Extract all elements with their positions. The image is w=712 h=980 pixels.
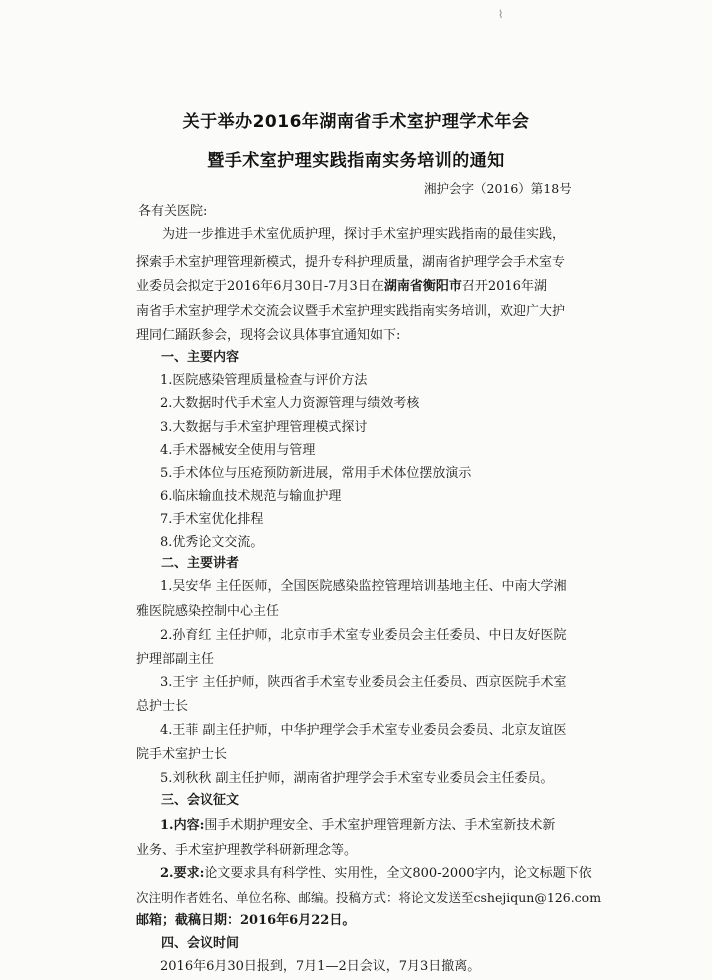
s3-content-label: 1.内容:: [160, 818, 205, 833]
section-2-heading: 二、主要讲者: [161, 556, 240, 571]
speaker-5-line: 5.刘秋秋 副主任护师，湖南省护理学会手术室专业委员会主任委员。: [160, 771, 554, 786]
s1-item-5: 5.手术体位与压疮预防新进展，常用手术体位摆放演示: [160, 466, 472, 481]
speaker-3-line-1: 3.王宇 主任护师，陕西省手术室专业委员会主任委员、西京医院手术室: [160, 675, 567, 690]
intro-line-5: 理同仁踊跃参会，现将会议具体事宜通知如下:: [136, 328, 401, 343]
s1-item-2: 2.大数据时代手术室人力资源管理与绩效考核: [160, 396, 420, 411]
s1-item-4: 4.手术器械安全使用与管理: [160, 443, 316, 458]
s3-content-text: 围手术期护理安全、手术室护理管理新方法、手术室新技术新: [204, 818, 556, 833]
speaker-3-line-2: 总护士长: [136, 699, 189, 714]
s3-req-line-3: 邮箱；截稿日期：2016年6月22日。: [136, 913, 356, 928]
s3-content-line-2: 业务、手术室护理教学科研新理念等。: [136, 843, 358, 858]
speaker-1-line-1: 1.吴安华 主任医师，全国医院感染监控管理培训基地主任、中南大学湘: [160, 579, 567, 594]
s3-content-line-1: [160, 818, 555, 834]
intro-line-3-start: 业委员会拟定于2016年6月30日-7月3日在: [136, 279, 384, 294]
speaker-1-line-2: 雅医院感染控制中心主任: [136, 604, 280, 619]
s1-item-8: 8.优秀论文交流。: [160, 535, 264, 550]
speaker-2-line-1: 2.孙育红 主任护师，北京市手术室专业委员会主任委员、中日友好医院: [160, 628, 567, 643]
intro-line-4: 南省手术室护理学术交流会议暨手术室护理实践指南实务培训，欢迎广大护: [136, 304, 566, 319]
document-number: 湘护会字（2016）第18号: [424, 181, 572, 196]
title-line-2: 暨手术室护理实践指南实务培训的通知: [207, 151, 505, 171]
s3-req-label: 2.要求:: [160, 866, 205, 881]
s1-item-7: 7.手术室优化排程: [160, 512, 264, 527]
scan-mark-icon: ⌇: [498, 8, 504, 21]
s4-text: 2016年6月30日报到，7月1—2日会议，7月3日撤离。: [160, 959, 481, 974]
s3-req-line-1: [160, 866, 592, 882]
speaker-2-line-2: 护理部副主任: [136, 652, 215, 667]
s1-item-3: 3.大数据与手术室护理管理模式探讨: [160, 420, 368, 435]
intro-line-2: 探索手术室护理管理新模式，提升专科护理质量，湖南省护理学会手术室专: [136, 255, 566, 270]
venue-city: 湖南省衡阳市: [383, 279, 462, 294]
s3-req-text: 论文要求具有科学性、实用性，全文800-2000字内，论文标题下依: [204, 866, 592, 881]
section-4-heading: 四、会议时间: [161, 936, 240, 951]
s1-item-6: 6.临床输血技术规范与输血护理: [160, 489, 342, 504]
section-3-heading: 三、会议征文: [161, 793, 240, 808]
intro-line-3: [136, 279, 547, 295]
speaker-4-line-2: 院手术室护士长: [136, 747, 228, 762]
intro-line-1: 为进一步推进手术室优质护理，探讨手术室护理实践指南的最佳实践，: [162, 227, 566, 242]
s1-item-1: 1.医院感染管理质量检查与评价方法: [160, 373, 368, 388]
section-1-heading: 一、主要内容: [161, 350, 240, 365]
speaker-4-line-1: 4.王菲 副主任护师，中华护理学会手术室专业委员会委员、北京友谊医: [160, 723, 567, 738]
intro-line-3-tail: 召开2016年湖: [461, 279, 547, 294]
salutation: 各有关医院:: [138, 204, 208, 219]
title-line-1: 关于举办2016年湖南省手术室护理学术年会: [182, 112, 530, 132]
s3-req-line-2: 次注明作者姓名、单位名称、邮编。投稿方式：将论文发送至cshejiqun@126.com: [136, 890, 602, 905]
